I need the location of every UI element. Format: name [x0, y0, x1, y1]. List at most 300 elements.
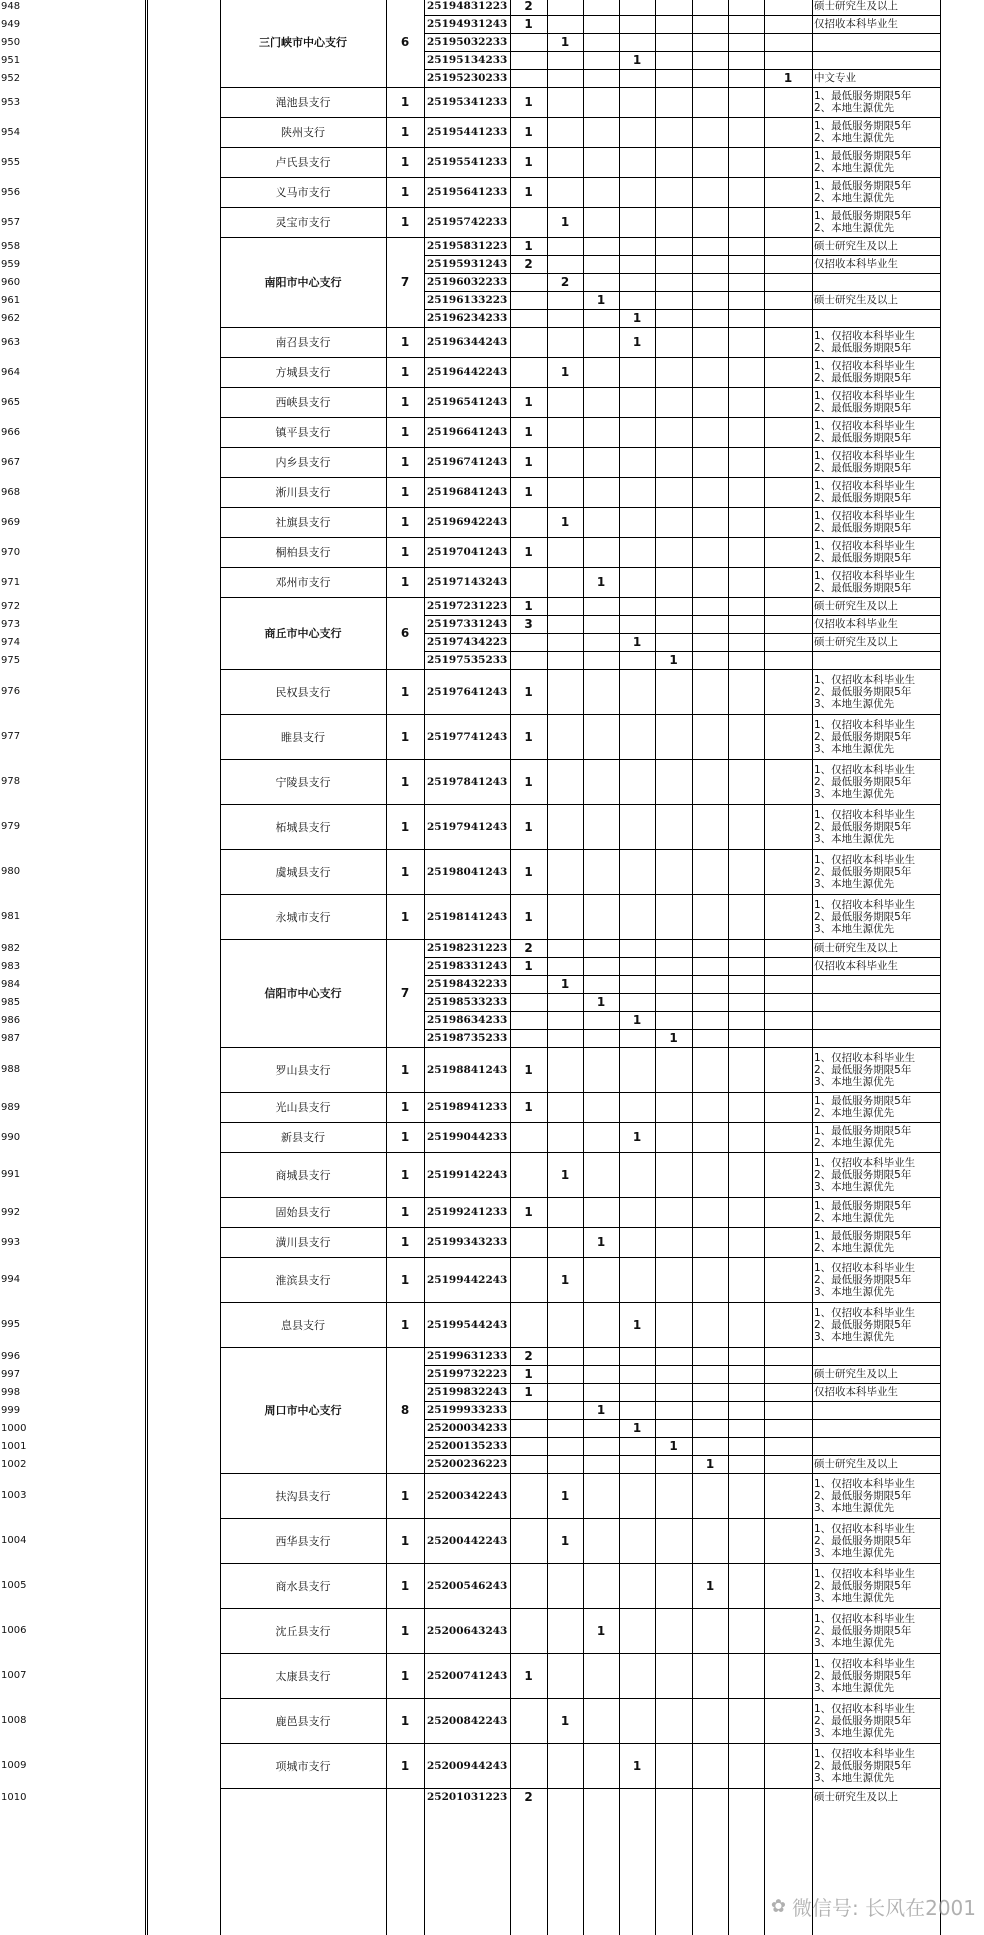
watermark-text: 微信号: 长风在2001	[792, 1896, 976, 1920]
branch-name: 西华县支行	[275, 1534, 331, 1548]
position-code: 25198941233	[427, 1101, 508, 1113]
grid-line	[220, 1653, 424, 1654]
grid-line	[424, 1455, 940, 1456]
note-text: 1、最低服务期限5年 2、本地生源优先	[814, 1230, 912, 1254]
quota-count: 1	[669, 1031, 678, 1045]
grid-line	[424, 939, 940, 940]
grid-line	[220, 447, 424, 448]
note	[812, 1047, 940, 1092]
note: 硕士研究生及以上	[814, 1791, 898, 1803]
position-code: 25196133223	[427, 294, 508, 306]
note-text: 1、仅招收本科毕业生 2、最低服务期限5年 3、本地生源优先	[814, 1306, 916, 1343]
grid-line	[220, 327, 424, 328]
position-code: 25198841243	[427, 1063, 508, 1076]
branch-name: 邓州市支行	[275, 576, 331, 589]
grid-line	[424, 1365, 940, 1366]
grid-line	[220, 0, 221, 1935]
position-code: 25198735233	[427, 1032, 508, 1044]
branch-quota: 1	[400, 1668, 410, 1683]
position-code: 25199343233	[427, 1236, 508, 1248]
grid-line	[547, 0, 548, 1935]
note	[812, 117, 940, 147]
note	[812, 567, 940, 597]
position-code: 25195831223	[427, 240, 508, 252]
branch-quota: 1	[400, 575, 410, 589]
branch-quota: 1	[400, 1205, 410, 1219]
note-text: 1、仅招收本科毕业生 2、最低服务期限5年 3、本地生源优先	[814, 898, 916, 935]
grid-line	[220, 1743, 424, 1744]
position-code: 25200741243	[427, 1669, 508, 1682]
grid-line	[220, 417, 424, 418]
position-code: 25197941243	[427, 820, 508, 833]
branch-name: 社旗县支行	[275, 516, 331, 529]
note-text: 仅招收本科毕业生	[814, 258, 898, 270]
quota-count: 1	[524, 1062, 533, 1077]
branch-quota: 1	[400, 485, 410, 499]
grid-line	[424, 651, 940, 652]
grid-line	[424, 1653, 940, 1654]
row-number: 1010	[1, 1791, 27, 1803]
grid-line	[220, 177, 424, 178]
row-number: 952	[1, 72, 21, 84]
position-code: 25196741243	[427, 456, 508, 468]
position-code: 25196032233	[427, 276, 508, 288]
branch-quota: 1	[400, 1062, 410, 1077]
quota-count: 1	[560, 365, 570, 379]
position-code: 25198331243	[427, 960, 508, 972]
branch-quota: 1	[400, 395, 410, 409]
branch-name: 潢川县支行	[275, 1236, 331, 1249]
row-number: 949	[1, 18, 21, 30]
note	[812, 1227, 940, 1257]
branch-name: 卢氏县支行	[275, 156, 331, 169]
branch-quota: 1	[400, 1713, 410, 1728]
quota-count: 1	[524, 95, 533, 109]
grid-line	[220, 1473, 424, 1474]
grid-line	[424, 1092, 940, 1093]
grid-line	[424, 1608, 940, 1609]
quota-count: 1	[524, 395, 533, 409]
note-text: 1、最低服务期限5年 2、本地生源优先	[814, 180, 912, 204]
branch-name: 息县支行	[281, 1318, 325, 1332]
position-code: 25197434223	[427, 636, 508, 648]
grid-line	[424, 567, 940, 568]
quota-count: 1	[524, 545, 533, 559]
quota-count: 1	[783, 71, 793, 85]
row-number: 998	[1, 1386, 21, 1398]
quota-count: 1	[705, 1578, 715, 1593]
row-number: 968	[1, 486, 21, 498]
grid-line	[424, 759, 940, 760]
grid-line	[424, 633, 940, 634]
branch-quota: 1	[400, 125, 410, 139]
row-number: 992	[1, 1206, 21, 1218]
branch-name: 内乡县支行	[275, 456, 331, 469]
row-number: 966	[1, 426, 21, 438]
quota-count: 1	[596, 1235, 606, 1249]
grid-line	[220, 1047, 424, 1048]
note-text: 1、最低服务期限5年 2、本地生源优先	[814, 1125, 912, 1149]
note-text: 1、仅招收本科毕业生 2、最低服务期限5年	[814, 450, 916, 474]
note-text: 1、仅招收本科毕业生 2、最低服务期限5年 3、本地生源优先	[814, 853, 916, 890]
branch-quota: 1	[400, 1167, 410, 1182]
note-text: 1、仅招收本科毕业生 2、最低服务期限5年 3、本地生源优先	[814, 808, 916, 845]
position-code: 25200442243	[427, 1534, 508, 1547]
grid-line	[424, 51, 940, 52]
grid-line	[812, 0, 813, 1935]
grid-line	[424, 273, 940, 274]
row-number: 1000	[1, 1422, 27, 1434]
note	[812, 1302, 940, 1347]
grid-line	[220, 894, 424, 895]
row-number: 995	[1, 1319, 21, 1330]
grid-line	[424, 1698, 940, 1699]
note	[812, 1365, 940, 1383]
branch-name: 南召县支行	[275, 336, 331, 349]
grid-line	[424, 477, 940, 478]
quota-count: 2	[524, 941, 533, 955]
branch-quota: 1	[400, 1317, 410, 1332]
grid-line	[424, 291, 940, 292]
quota-count: 1	[524, 425, 533, 439]
position-code: 25200236223	[427, 1458, 508, 1470]
grid-line	[424, 537, 940, 538]
note	[812, 1698, 940, 1743]
note	[812, 147, 940, 177]
note-text: 仅招收本科毕业生	[814, 960, 898, 972]
row-number: 991	[1, 1169, 21, 1180]
position-code: 25197841243	[427, 775, 508, 788]
quota-count: 1	[596, 293, 606, 307]
row-number: 972	[1, 600, 21, 612]
grid-line	[424, 117, 940, 118]
position-code: 25196641243	[427, 426, 508, 438]
note	[812, 255, 940, 273]
row-number: 956	[1, 186, 21, 198]
grid-line	[424, 507, 940, 508]
grid-line	[220, 387, 424, 388]
grid-line	[424, 993, 940, 994]
quota-count: 1	[632, 53, 642, 67]
note-text: 1、仅招收本科毕业生 2、最低服务期限5年 3、本地生源优先	[814, 673, 916, 710]
grid-line	[220, 1197, 424, 1198]
quota-count: 1	[524, 729, 533, 744]
position-code: 25196942243	[427, 516, 508, 528]
branch-name: 光山县支行	[275, 1101, 331, 1114]
grid-line	[655, 0, 656, 1935]
grid-line	[220, 1563, 424, 1564]
note-text: 1、最低服务期限5年 2、本地生源优先	[814, 90, 912, 114]
branch-name: 淮滨县支行	[275, 1273, 331, 1287]
position-code: 25195931243	[427, 258, 508, 270]
position-code: 25200842243	[427, 1714, 508, 1727]
row-number: 948	[1, 0, 21, 12]
position-code: 25198141243	[427, 910, 508, 923]
position-code: 25200944243	[427, 1759, 508, 1772]
position-code: 25198432233	[427, 978, 508, 990]
row-number: 975	[1, 654, 21, 666]
row-number: 1008	[1, 1715, 27, 1726]
quota-count: 3	[524, 617, 533, 631]
note	[812, 615, 940, 633]
row-number: 980	[1, 866, 21, 877]
note-text: 硕士研究生及以上	[814, 636, 898, 648]
grid-line	[424, 1011, 940, 1012]
city-branch-quota: 6	[400, 35, 410, 49]
branch-name: 宁陵县支行	[275, 775, 331, 789]
grid-line	[424, 255, 940, 256]
note-text: 1、仅招收本科毕业生 2、最低服务期限5年	[814, 540, 916, 564]
note	[812, 69, 940, 87]
row-number: 957	[1, 216, 21, 228]
branch-name: 灵宝市支行	[275, 216, 331, 229]
grid-line	[424, 69, 940, 70]
grid-line	[424, 15, 940, 16]
note	[812, 1455, 940, 1473]
branch-quota: 1	[400, 909, 410, 924]
note-text: 1、仅招收本科毕业生 2、最低服务期限5年	[814, 360, 916, 384]
note-text: 仅招收本科毕业生	[814, 1386, 898, 1398]
note-text: 1、仅招收本科毕业生 2、最低服务期限5年 3、本地生源优先	[814, 1747, 916, 1784]
quota-count: 1	[524, 864, 533, 879]
row-number: 983	[1, 960, 21, 972]
branch-name: 太康县支行	[275, 1669, 331, 1683]
position-code: 25199933233	[427, 1404, 508, 1416]
branch-name: 镇平县支行	[275, 426, 331, 439]
position-code: 25195742233	[427, 216, 508, 228]
grid-line	[424, 177, 940, 178]
position-code: 25198041243	[427, 865, 508, 878]
grid-line	[220, 849, 424, 850]
position-code: 25197041243	[427, 546, 508, 558]
grid-line	[424, 1743, 940, 1744]
branch-quota: 1	[400, 1488, 410, 1503]
quota-count: 1	[632, 1317, 642, 1332]
grid-line	[220, 669, 424, 670]
branch-quota: 1	[400, 335, 410, 349]
watermark	[771, 1892, 976, 1921]
branch-name: 固始县支行	[275, 1206, 331, 1219]
row-number: 978	[1, 776, 21, 787]
quota-count: 1	[596, 995, 606, 1009]
grid-line	[220, 207, 424, 208]
grid-line	[424, 1473, 940, 1474]
grid-line	[424, 87, 940, 88]
position-code: 25195134233	[427, 54, 508, 66]
position-code: 25195441233	[427, 126, 508, 138]
row-number: 971	[1, 576, 21, 588]
note	[812, 1383, 940, 1401]
position-code: 25194831223	[427, 0, 508, 12]
quota-count: 1	[669, 1439, 678, 1453]
position-code: 25198231223	[427, 942, 508, 954]
grid-line	[220, 1608, 424, 1609]
row-number: 1003	[1, 1490, 27, 1501]
grid-line	[220, 117, 424, 118]
note-text: 仅招收本科毕业生	[814, 18, 898, 30]
branch-quota: 1	[400, 545, 410, 559]
branch-name: 永城市支行	[275, 910, 331, 924]
grid-line	[220, 714, 424, 715]
branch-name: 鹿邑县支行	[275, 1714, 331, 1728]
note-text: 1、仅招收本科毕业生 2、最低服务期限5年	[814, 510, 916, 534]
branch-quota: 1	[400, 455, 410, 469]
grid-line	[940, 0, 941, 1935]
grid-line	[583, 0, 584, 1935]
note	[812, 387, 940, 417]
quota-count: 1	[560, 1533, 570, 1548]
note-text: 1、最低服务期限5年 2、本地生源优先	[814, 1200, 912, 1224]
row-number: 955	[1, 156, 21, 168]
quota-count: 1	[524, 17, 533, 31]
row-number: 963	[1, 336, 21, 348]
note	[812, 1518, 940, 1563]
grid-line	[220, 759, 424, 760]
branch-quota: 1	[400, 1100, 410, 1114]
note-text: 1、仅招收本科毕业生 2、最低服务期限5年	[814, 480, 916, 504]
position-code: 25199241233	[427, 1206, 508, 1218]
row-number: 962	[1, 312, 21, 324]
grid-line	[510, 0, 511, 1935]
branch-name: 商水县支行	[275, 1579, 331, 1593]
branch-name: 西峡县支行	[275, 396, 331, 409]
position-code: 25195341233	[427, 96, 508, 108]
branch-quota: 1	[400, 1235, 410, 1249]
note-text: 1、仅招收本科毕业生 2、最低服务期限5年	[814, 390, 916, 414]
row-number: 989	[1, 1101, 21, 1113]
grid-line	[424, 1347, 940, 1348]
grid-line	[424, 1152, 940, 1153]
quota-count: 1	[560, 35, 570, 49]
position-code: 25199832243	[427, 1386, 508, 1398]
city-branch-quota: 6	[400, 626, 410, 640]
note	[812, 417, 940, 447]
grid-line	[424, 1227, 940, 1228]
branch-name: 淅川县支行	[275, 486, 331, 499]
position-code: 25196234233	[427, 312, 508, 324]
quota-count: 1	[632, 1013, 642, 1027]
row-number: 993	[1, 1236, 21, 1248]
branch-name: 扶沟县支行	[275, 1489, 331, 1503]
position-code: 25194931243	[427, 18, 508, 30]
note-text: 1、仅招收本科毕业生 2、最低服务期限5年	[814, 570, 916, 594]
note-text: 硕士研究生及以上	[814, 600, 898, 612]
note-text: 1、仅招收本科毕业生 2、最低服务期限5年 3、本地生源优先	[814, 1522, 916, 1559]
grid-line	[728, 0, 729, 1935]
note	[812, 1257, 940, 1302]
position-code: 25199442243	[427, 1273, 508, 1286]
grid-line	[764, 0, 765, 1935]
row-number: 961	[1, 294, 21, 306]
note	[812, 507, 940, 537]
note-text: 硕士研究生及以上	[814, 294, 898, 306]
grid-line	[424, 357, 940, 358]
position-code: 25196841243	[427, 486, 508, 498]
row-number: 976	[1, 686, 21, 697]
note-text: 硕士研究生及以上	[814, 1368, 898, 1380]
note-text: 中文专业	[814, 72, 856, 84]
quota-count: 1	[560, 1713, 570, 1728]
row-number: 997	[1, 1368, 21, 1380]
row-number: 959	[1, 258, 21, 270]
row-number: 1001	[1, 1440, 27, 1452]
grid-line	[424, 714, 940, 715]
row-number: 994	[1, 1274, 21, 1285]
note	[812, 207, 940, 237]
note-text: 1、仅招收本科毕业生 2、最低服务期限5年 3、本地生源优先	[814, 1702, 916, 1739]
grid-line	[424, 975, 940, 976]
note	[812, 1473, 940, 1518]
branch-name: 义马市支行	[275, 186, 331, 199]
quota-count: 1	[596, 575, 606, 589]
grid-line	[424, 1257, 940, 1258]
note	[812, 15, 940, 33]
branch-quota: 1	[400, 729, 410, 744]
quota-count: 2	[524, 1790, 533, 1804]
row-number: 986	[1, 1014, 21, 1026]
row-number: 977	[1, 731, 21, 742]
branch-name: 民权县支行	[275, 685, 331, 699]
note-text: 1、仅招收本科毕业生 2、最低服务期限5年 3、本地生源优先	[814, 718, 916, 755]
quota-count: 2	[524, 0, 533, 13]
note	[812, 0, 940, 15]
position-code: 25199544243	[427, 1318, 508, 1331]
note-text: 1、仅招收本科毕业生 2、最低服务期限5年 3、本地生源优先	[814, 763, 916, 800]
grid-line	[220, 147, 424, 148]
position-code: 25195230233	[427, 72, 508, 84]
branch-quota: 1	[400, 1578, 410, 1593]
row-number: 954	[1, 126, 21, 138]
grid-line	[692, 0, 693, 1935]
grid-line	[424, 1383, 940, 1384]
note-text: 1、仅招收本科毕业生 2、最低服务期限5年 3、本地生源优先	[814, 1612, 916, 1649]
city-branch-name: 周口市中心支行	[264, 1404, 342, 1417]
branch-quota: 1	[400, 1130, 410, 1144]
branch-quota: 1	[400, 1623, 410, 1638]
grid-line	[424, 1401, 940, 1402]
note-text: 1、仅招收本科毕业生 2、最低服务期限5年 3、本地生源优先	[814, 1567, 916, 1604]
quota-count: 1	[560, 1272, 570, 1287]
position-code: 25198533233	[427, 996, 508, 1008]
note	[812, 1743, 940, 1788]
grid-line	[424, 1197, 940, 1198]
quota-count: 1	[560, 515, 570, 529]
quota-count: 1	[524, 959, 533, 973]
row-number: 958	[1, 240, 21, 252]
row-number: 1004	[1, 1535, 27, 1546]
branch-quota: 1	[400, 684, 410, 699]
row-number: 964	[1, 366, 21, 378]
row-number: 996	[1, 1350, 21, 1362]
row-number: 999	[1, 1404, 21, 1416]
grid-line	[424, 1302, 940, 1303]
branch-quota: 1	[400, 215, 410, 229]
grid-line	[424, 237, 940, 238]
note-text: 1、仅招收本科毕业生 2、最低服务期限5年 3、本地生源优先	[814, 1156, 916, 1193]
city-branch-name: 信阳市中心支行	[264, 987, 342, 1000]
grid-line	[220, 477, 424, 478]
note	[812, 849, 940, 894]
note	[812, 669, 940, 714]
note	[812, 1197, 940, 1227]
position-code: 25196442243	[427, 366, 508, 378]
quota-count: 1	[524, 774, 533, 789]
grid-line	[424, 327, 940, 328]
grid-line	[220, 537, 424, 538]
quota-count: 1	[596, 1403, 606, 1417]
branch-name: 新县支行	[281, 1131, 325, 1144]
position-code: 25196541243	[427, 396, 508, 408]
